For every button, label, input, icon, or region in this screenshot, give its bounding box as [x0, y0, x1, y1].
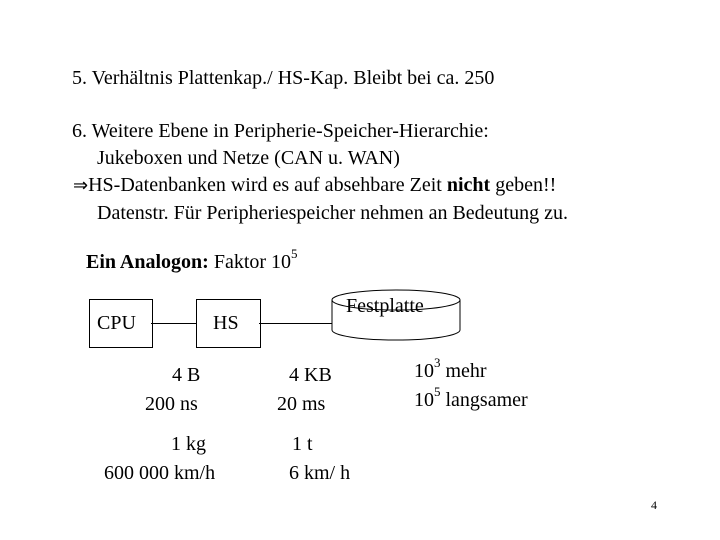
festplatte-label: Festplatte [346, 295, 424, 317]
analogon-exponent: 5 [291, 246, 298, 262]
cpu-label: CPU [97, 312, 136, 334]
implication-bold-word: nicht [446, 174, 491, 196]
analog-hs-speed: 600 000 km/h [104, 462, 216, 484]
hs-label: HS [213, 312, 239, 334]
ratio-capacity-base: 10 [414, 360, 434, 382]
ratio-capacity-exp: 3 [434, 355, 441, 371]
hs-time: 200 ns [145, 393, 198, 415]
ratio-speed-text: langsamer [440, 389, 528, 411]
ratio-capacity-text: mehr [440, 360, 487, 382]
hs-disk-connector [259, 323, 332, 324]
item-5-text: 5. Verhältnis Plattenkap./ HS-Kap. Bleibt bei ca. 250 [72, 67, 495, 89]
cpu-hs-connector [151, 323, 196, 324]
disk-size: 4 KB [289, 364, 332, 386]
analog-hs-weight: 1 kg [171, 433, 206, 455]
implies-icon: ⇒ [73, 175, 89, 196]
item-6-heading: 6. Weitere Ebene in Peripherie-Speicher-Hierarchie: [72, 120, 489, 142]
hs-size: 4 B [172, 364, 201, 386]
analogon-label: Ein Analogon: [86, 251, 209, 273]
ratio-speed [414, 384, 528, 412]
ratio-capacity [414, 355, 487, 383]
analog-disk-speed: 6 km/ h [289, 462, 351, 484]
disk-time: 20 ms [277, 393, 326, 415]
analog-disk-weight: 1 t [292, 433, 313, 455]
implication-text-a: HS-Datenbanken wird es auf absehbare Zeit [88, 174, 447, 196]
ratio-speed-exp: 5 [434, 384, 441, 400]
page-number: 4 [651, 498, 657, 512]
ratio-speed-base: 10 [414, 389, 434, 411]
item-6-implication [73, 173, 556, 198]
analogon-factor: Faktor 10 [208, 251, 292, 273]
implication-text-b: geben!! [490, 174, 557, 196]
item-6-continuation: Jukeboxen und Netze (CAN u. WAN) [97, 147, 400, 169]
analogon-heading [86, 246, 298, 274]
item-6-last-line: Datenstr. Für Peripheriespeicher nehmen an Bedeutung zu. [97, 202, 568, 224]
